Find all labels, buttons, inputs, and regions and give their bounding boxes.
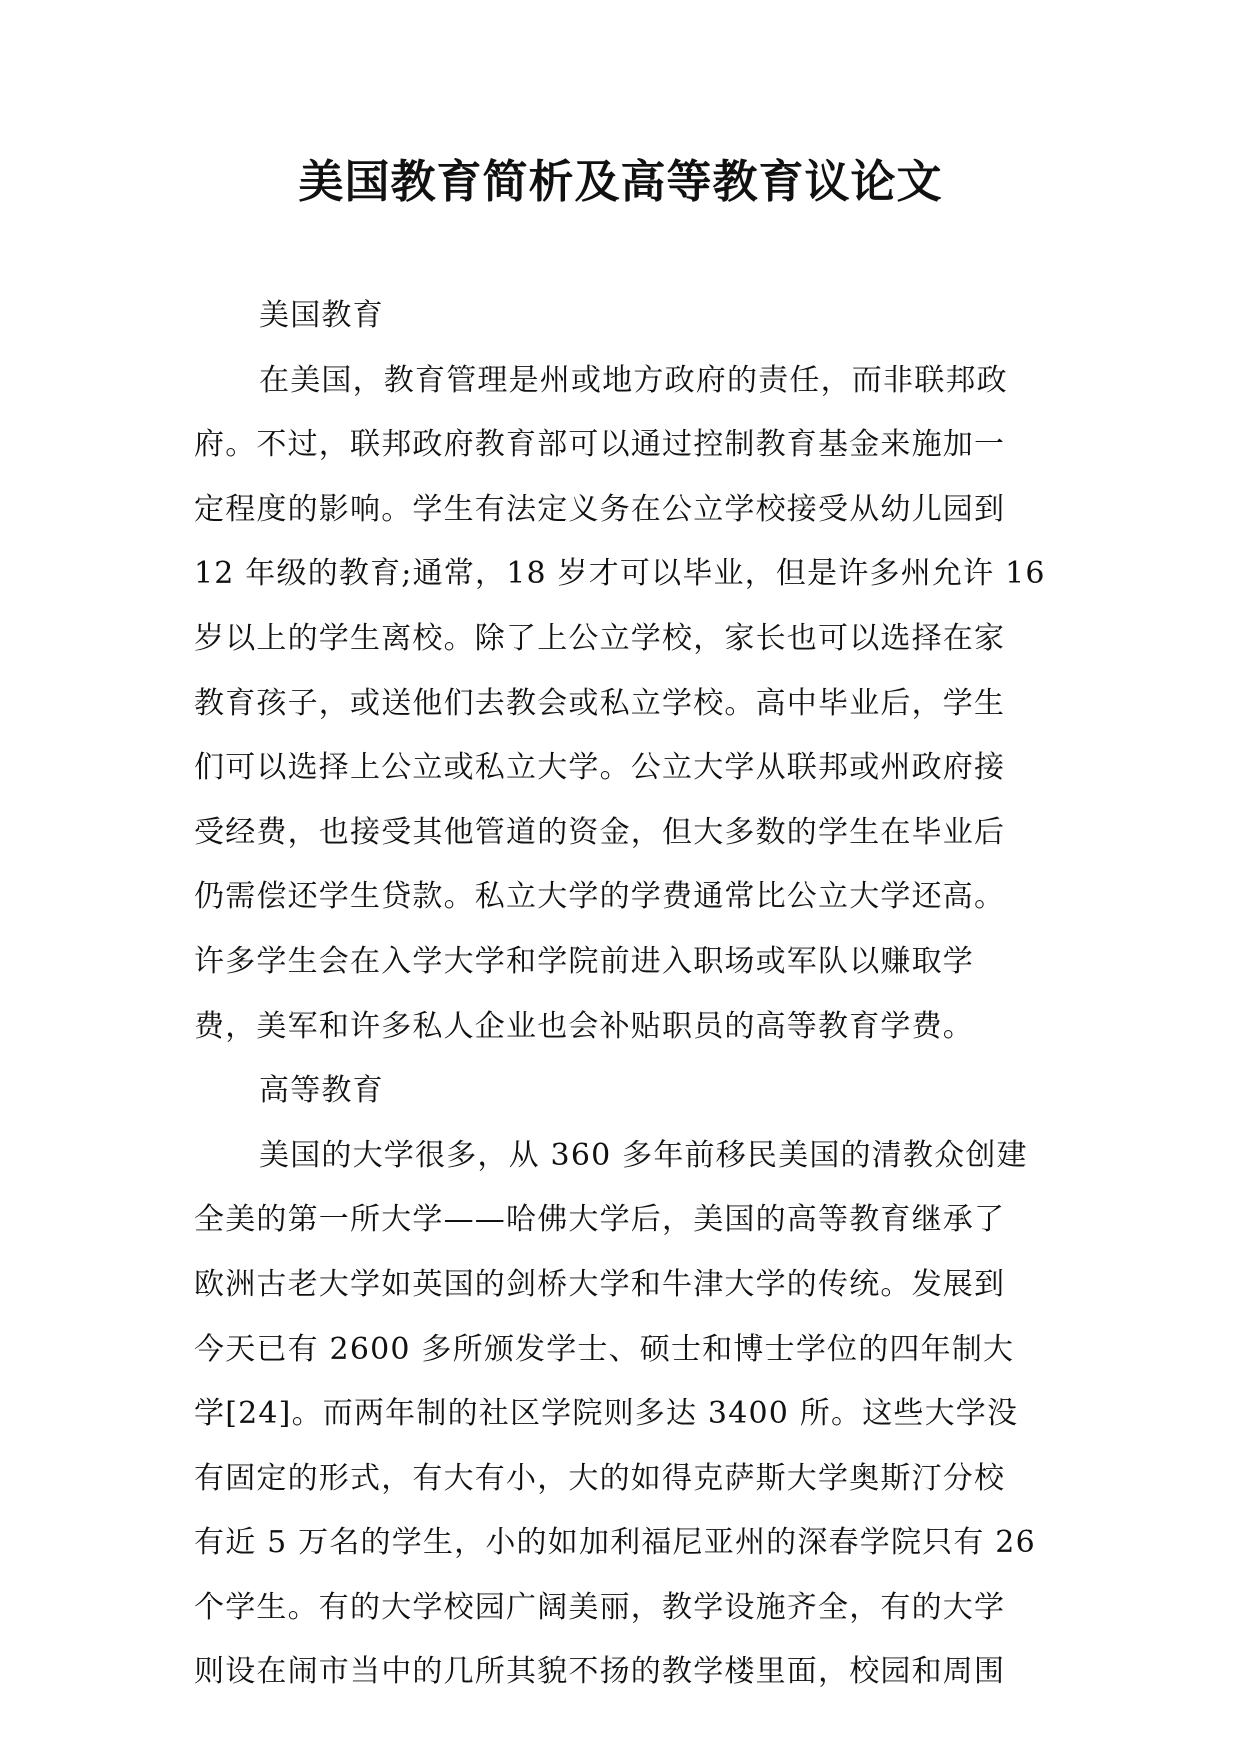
text-line: 美国的大学很多，从 360 多年前移民美国的清教众创建 — [259, 1137, 1028, 1173]
text-line: 学[24]。而两年制的社区学院则多达 3400 所。这些大学没 — [194, 1396, 1019, 1432]
text-line: 有近 5 万名的学生，小的如加利福尼亚州的深春学院只有 26 — [194, 1525, 1036, 1561]
text-line: 12 年级的教育;通常，18 岁才可以毕业，但是许多州允许 16 — [194, 556, 1046, 592]
text-line: 则设在闹市当中的几所其貌不扬的教学楼里面，校园和周围 — [194, 1654, 1006, 1690]
text-line: 定程度的影响。学生有法定义务在公立学校接受从幼儿园到 — [194, 491, 1006, 527]
text-line: 在美国，教育管理是州或地方政府的责任，而非联邦政 — [259, 362, 1008, 398]
text-line: 府。不过，联邦政府教育部可以通过控制教育基金来施加一 — [194, 427, 1006, 463]
text-line: 有固定的形式，有大有小，大的如得克萨斯大学奥斯汀分校 — [194, 1460, 1006, 1496]
document-body — [194, 284, 1074, 1705]
text-line: 许多学生会在入学大学和学院前进入职场或军队以赚取学 — [194, 943, 974, 979]
text-line: 费，美军和许多私人企业也会补贴职员的高等教育学费。 — [194, 1008, 974, 1044]
text-line: 岁以上的学生离校。除了上公立学校，家长也可以选择在家 — [194, 620, 1006, 656]
text-line: 今天已有 2600 多所颁发学士、硕士和博士学位的四年制大 — [194, 1331, 1015, 1367]
document-title: 美国教育简析及高等教育议论文 — [298, 155, 943, 208]
text-line: 教育孩子，或送他们去教会或私立学校。高中毕业后，学生 — [194, 685, 1006, 721]
text-line: 个学生。有的大学校园广阔美丽，教学设施齐全，有的大学 — [194, 1589, 1006, 1625]
text-line: 受经费，也接受其他管道的资金，但大多数的学生在毕业后 — [194, 814, 1006, 850]
text-line: 们可以选择上公立或私立大学。公立大学从联邦或州政府接 — [194, 750, 1006, 786]
text-line: 美国教育 — [259, 298, 384, 333]
text-line: 全美的第一所大学——哈佛大学后，美国的高等教育继承了 — [194, 1202, 1006, 1238]
text-line: 仍需偿还学生贷款。私立大学的学费通常比公立大学还高。 — [194, 879, 1006, 915]
text-line: 欧洲古老大学如英国的剑桥大学和牛津大学的传统。发展到 — [194, 1266, 1006, 1302]
text-line: 高等教育 — [259, 1073, 384, 1109]
